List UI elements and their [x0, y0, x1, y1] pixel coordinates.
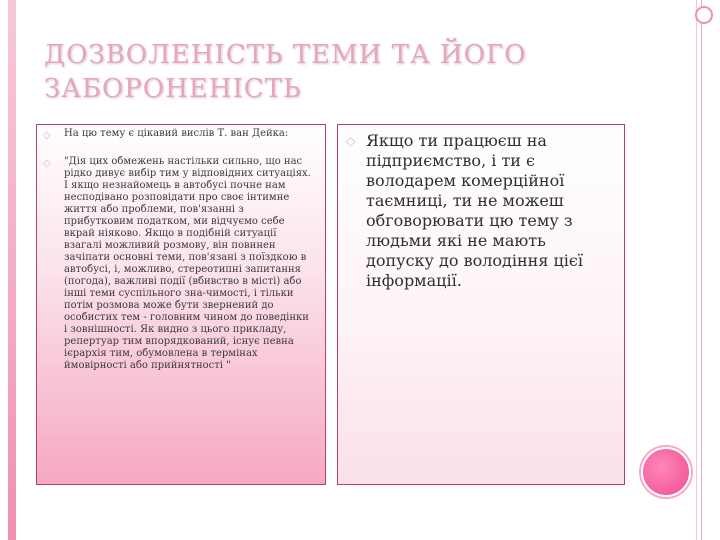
- decorative-edge-line-inner: [696, 0, 697, 540]
- right-content-panel: [337, 124, 625, 485]
- decorative-pink-circle-icon: [641, 447, 691, 497]
- hollow-diamond-icon: ◇: [346, 134, 356, 148]
- hollow-diamond-icon: ◇: [43, 130, 51, 141]
- decorative-edge-line: [701, 0, 702, 540]
- trade-secret-text: Якщо ти працюєш на підприємство, і ти є володарем комерційної таємниці, ти не можеш обговорювати цю тему з людьми які не мають допуску до володіння цієї інформації.: [366, 131, 583, 290]
- decorative-edge-bar: [8, 0, 16, 540]
- quote-intro-text: На цю тему є цікавий вислів Т. ван Дейка:: [64, 128, 289, 139]
- hollow-diamond-icon: ◇: [43, 158, 51, 169]
- slide-title: ДОЗВОЛЕНІСТЬ ТЕМИ ТА ЙОГО ЗАБОРОНЕНІСТЬ: [44, 40, 527, 104]
- decorative-circle-icon: [695, 6, 713, 24]
- quote-body-text: "Дія цих обмежень настільки сильно, що нас рідко дивує вибір тим у відповідних ситуаціях. І якщо незнайомець в автобусі почне нам несподівано розповідати про своє інтимне життя або проблеми, пов'язанні з прибутковим податком, ми відчуємо себе вкрай ніяково. Якщо в подібній ситуації взагалі можливий розмову, він повинен зачіпати основні теми, пов'язані з поїздкою в автобусі, і, можливо, стереотипні запитання (погода), важливі події (вбивство в місті) або інші теми суспільного зна-чимості, і тільки потім розмова може бути звернений до особистих тем - головним чином до поведінки і зовнішності. Як видно з цього прикладу, репертуар тим впорядкований, існує певна ієрархія тим, обумовлена в термінах ймовірності або прийнятності ": [64, 156, 311, 371]
- left-content-panel: [36, 124, 326, 485]
